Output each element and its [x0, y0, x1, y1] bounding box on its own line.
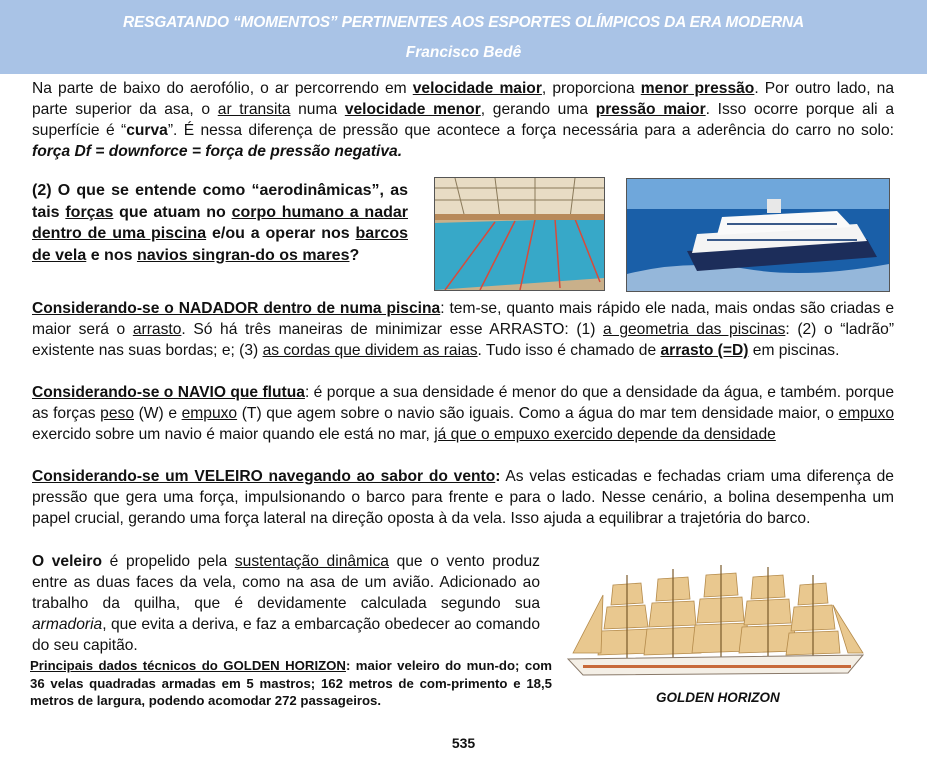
page-title: RESGATANDO “MOMENTOS” PERTINENTES AOS ESPORTES OLÍMPICOS DA ERA MODERNA: [122, 14, 805, 31]
author-name: Francisco Bedê: [405, 44, 522, 61]
cruise-ship-photo: [626, 178, 890, 292]
page-number: 535: [451, 735, 476, 751]
veleiro-paragraph: O veleiro é propelido pela sustentação dinâmica que o vento produz entre as duas faces da vela, como na asa de um avião. Adicionado ao trabalho da quilha, que é devidamente calculada segundo sua armadoria, que evita a deriva, e faz a embarcação obedecer ao comando do seu capitão.: [32, 553, 540, 654]
ship-paragraph: Considerando-se o NAVIO que flutua: é porque a sua densidade é menor do que a densidade da água, e também. porque as forças peso (W) e empuxo (T) que agem sobre o navio são iguais. Como a água do mar tem densidade maior, o empuxo exercido sobre um navio é maior quando ele está no mar, já que o empuxo exercido depende da densidade: [32, 384, 894, 443]
swimming-pool-photo: [434, 177, 605, 291]
golden-horizon-caption: GOLDEN HORIZON: [656, 690, 780, 705]
swimmer-paragraph: Considerando-se o NADADOR dentro de numa piscina: tem-se, quanto mais rápido ele nada, mais ondas são criadas e maior será o arrasto. Só há três maneiras de minimizar esse ARRASTO: (1) a geometria das piscinas: (2) o “ladrão” existente nas suas bordas; e; (3) as cordas que dividem as raias. Tudo isso é chamado de arrasto (=D) em piscinas.: [32, 300, 895, 359]
question-paragraph: (2) O que se entende como “aerodinâmicas”, as tais forças que atuam no corpo humano a nadar dentro de uma piscina e/ou a operar nos barcos de vela e nos navios singran-do os mares?: [32, 182, 408, 264]
header-banner: [0, 0, 927, 74]
specs-paragraph: Principais dados técnicos do GOLDEN HORIZON: maior veleiro do mun-do; com 36 velas quadradas armadas em 5 mastros; 162 metros de com-primento e 18,5 metros de largura, podendo acomodar 272 passageiros.: [30, 658, 552, 708]
sailboat-paragraph: Considerando-se um VELEIRO navegando ao sabor do vento: As velas esticadas e fechadas criam uma diferença de pressão que gera uma força, impulsionando o barco para frente e para o lado. Nesse cenário, a bolina desempenha um papel crucial, gerando uma força lateral na direção oposta à da vela. Isso ajuda a equilibrar a trajetória do barco.: [32, 468, 894, 527]
intro-paragraph: Na parte de baixo do aerofólio, o ar percorrendo em velocidade maior, proporciona menor pressão. Por outro lado, na parte superior da asa, o ar transita numa velocidade menor, gerando uma pressão maior. Isso ocorre porque ali a superfície é “curva”. É nessa diferença de pressão que acontece a força necessária para a aderência do carro no solo: força Df = downforce = força de pressão negativa.: [32, 80, 894, 160]
golden-horizon-illustration: [563, 565, 873, 685]
